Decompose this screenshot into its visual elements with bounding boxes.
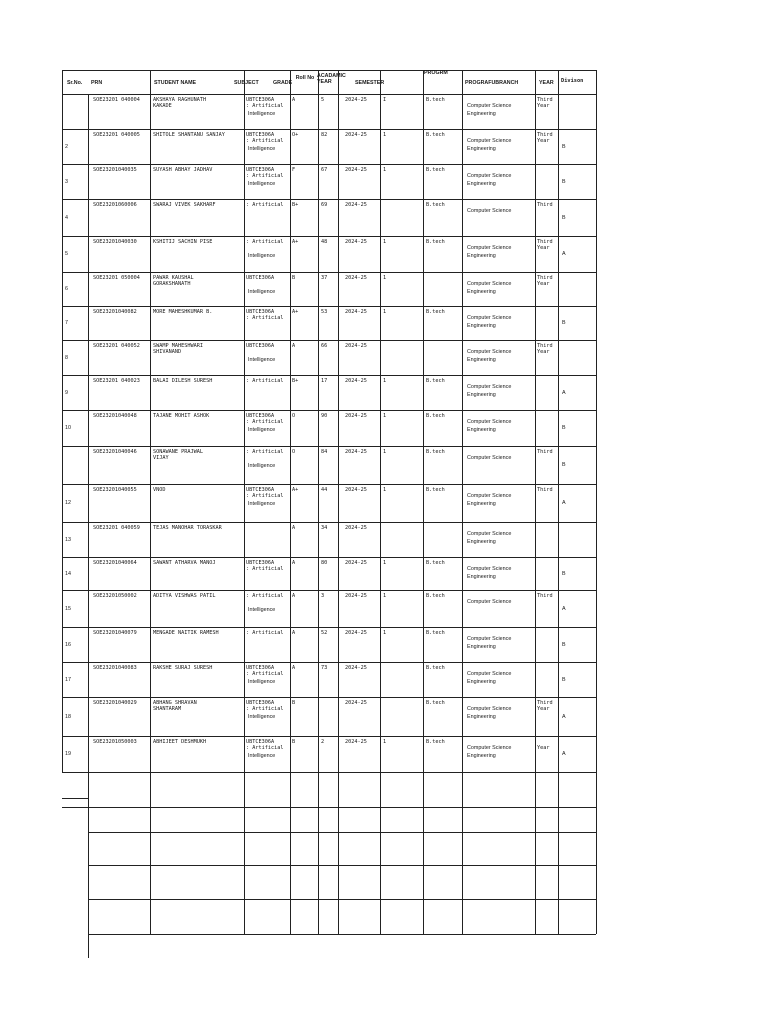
row-divider xyxy=(62,522,596,523)
row-semester: 1 xyxy=(383,487,387,493)
row-serial-number: 17 xyxy=(65,676,71,683)
row-division: B xyxy=(562,462,566,468)
row-grade: A xyxy=(292,593,296,599)
row-roll-no: 90 xyxy=(321,413,328,419)
header-roll-no: Roll No xyxy=(295,75,315,81)
row-division: A xyxy=(562,713,566,720)
row-division: B xyxy=(562,320,566,326)
row-divider xyxy=(62,697,596,698)
row-subject-name-line2: Intelligence xyxy=(248,289,276,295)
row-subject-name-line2: Intelligence xyxy=(248,679,276,685)
row-prn: SOE23201040035 xyxy=(93,167,137,173)
row-program: B.tech xyxy=(426,700,445,706)
row-branch: Computer Science xyxy=(467,419,512,425)
row-divider xyxy=(62,164,596,165)
row-division: A xyxy=(562,389,566,396)
row-subject-code: : Artificial xyxy=(246,378,284,384)
row-subject-code: UBTCE306A xyxy=(246,275,275,281)
row-branch-line2: Engineering xyxy=(467,357,496,363)
row-grade: O xyxy=(292,449,296,455)
row-student-name: ADITYA VISHWAS PATIL xyxy=(153,593,216,599)
row-year: Third xyxy=(537,97,553,103)
row-roll-no: 82 xyxy=(321,132,328,138)
row-serial-number: 5 xyxy=(65,251,68,257)
row-prn: SOE23201 040005 xyxy=(93,132,140,138)
header-program: PROGRM xyxy=(424,70,448,76)
row-prn: SOE23201040029 xyxy=(93,700,137,706)
row-branch-line2: Engineering xyxy=(467,427,496,433)
row-branch: Computer Science xyxy=(467,636,512,642)
row-semester: 1 xyxy=(383,413,387,419)
row-academic-year: 2024-25 xyxy=(345,630,367,636)
row-serial-number: 9 xyxy=(65,389,68,396)
row-serial-number: 15 xyxy=(65,605,71,612)
row-academic-year: 2024-25 xyxy=(345,343,367,349)
col-divider xyxy=(596,70,597,934)
row-divider xyxy=(62,410,596,411)
row-branch: Computer Science xyxy=(467,566,512,572)
row-academic-year: 2024-25 xyxy=(345,378,367,384)
row-semester: I xyxy=(383,97,387,103)
row-branch: Computer Science xyxy=(467,384,512,390)
row-branch: Computer Science xyxy=(467,138,512,144)
row-roll-no: 3 xyxy=(321,593,325,599)
row-prn: SOE23201040082 xyxy=(93,309,137,315)
row-division: B xyxy=(562,676,566,683)
row-student-name: SWAMP MAHESHWARI xyxy=(153,343,203,349)
row-student-name: MORE MAHESHKUMAR B. xyxy=(153,309,213,315)
row-year-line2: Year xyxy=(537,745,550,751)
row-subject-name-line2: Intelligence xyxy=(248,146,276,152)
row-subject-code: UBTCE306A xyxy=(246,665,275,671)
row-semester: 1 xyxy=(383,739,387,745)
row-prn: SOE23201050003 xyxy=(93,739,137,745)
row-branch-line2: Engineering xyxy=(467,714,496,720)
row-student-name: RAKSHE SURAJ SURESH xyxy=(153,665,213,671)
row-grade: O xyxy=(292,413,296,419)
row-academic-year: 2024-25 xyxy=(345,97,367,103)
row-subject-code: : Artificial xyxy=(246,593,284,599)
row-grade: O+ xyxy=(292,132,299,138)
row-roll-no: 53 xyxy=(321,309,328,315)
header-division: Divison xyxy=(561,78,584,84)
row-roll-no: 52 xyxy=(321,630,328,636)
row-branch: Computer Science xyxy=(467,245,512,251)
row-branch: Computer Science xyxy=(467,349,512,355)
row-subject-code: UBTCE306A xyxy=(246,97,275,103)
row-divider xyxy=(62,772,596,773)
row-subject-name-line2: Intelligence xyxy=(248,714,276,720)
row-grade: A+ xyxy=(292,239,299,245)
header-student-name: STUDENT NAME xyxy=(154,80,197,86)
row-grade: A xyxy=(292,560,296,566)
row-grade: A+ xyxy=(292,487,299,493)
row-branch: Computer Science xyxy=(467,103,512,109)
row-prn: SOE23201040048 xyxy=(93,413,137,419)
row-grade: A xyxy=(292,525,296,531)
row-year: Third xyxy=(537,700,553,706)
row-academic-year: 2024-25 xyxy=(345,665,367,671)
row-prn: SOE23201040046 xyxy=(93,449,137,455)
row-divider xyxy=(62,798,88,799)
row-program: B.tech xyxy=(426,309,445,315)
row-subject-name: : Artificial xyxy=(246,138,284,144)
row-prn: SOE23201 040023 xyxy=(93,378,140,384)
row-prn: SOE23201 040004 xyxy=(93,97,140,103)
row-roll-no: 66 xyxy=(321,343,328,349)
row-year: Third xyxy=(537,132,553,138)
row-student-name: SUYASH ABHAY JADHAV xyxy=(153,167,213,173)
row-academic-year: 2024-25 xyxy=(345,449,367,455)
row-year-line2: Year xyxy=(537,245,550,251)
row-subject-name: : Artificial xyxy=(246,173,284,179)
row-roll-no: 37 xyxy=(321,275,328,281)
row-division: B xyxy=(562,425,566,431)
col-divider xyxy=(88,94,89,958)
row-student-name: TAJANE MOHIT ASHOK xyxy=(153,413,210,419)
row-roll-no: 34 xyxy=(321,525,328,531)
row-branch: Computer Science xyxy=(467,173,512,179)
row-divider xyxy=(62,70,596,71)
row-division: A xyxy=(562,500,566,506)
row-roll-no: 5 xyxy=(321,97,325,103)
row-roll-no: 69 xyxy=(321,202,328,208)
row-roll-no: 80 xyxy=(321,560,328,566)
row-divider xyxy=(62,340,596,341)
row-student-name: AKSHAYA RAGHUNATH xyxy=(153,97,207,103)
row-subject-name: : Artificial xyxy=(246,493,284,499)
row-subject-name: : Artificial xyxy=(246,566,284,572)
row-academic-year: 2024-25 xyxy=(345,560,367,566)
row-program: B.tech xyxy=(426,202,445,208)
row-roll-no: 48 xyxy=(321,239,328,245)
row-year: Third xyxy=(537,487,553,493)
row-subject-name: : Artificial xyxy=(246,419,284,425)
row-student-name: SWARAJ VIVEK SAKHARF xyxy=(153,202,216,208)
row-program: B.tech xyxy=(426,593,445,599)
row-branch: Computer Science xyxy=(467,671,512,677)
row-division: B xyxy=(562,641,566,648)
row-branch-line2: Engineering xyxy=(467,679,496,685)
row-program: B.tech xyxy=(426,132,445,138)
row-divider xyxy=(88,934,596,935)
row-branch-line2: Engineering xyxy=(467,574,496,580)
row-student-name-line2: SHIVANAND xyxy=(153,349,182,355)
row-serial-number: 10 xyxy=(65,425,71,431)
row-student-name: BALAI DILESH SURESH xyxy=(153,378,213,384)
row-subject-name-line2: Intelligence xyxy=(248,253,276,259)
row-student-name: KSHITIJ SACHIN PISE xyxy=(153,239,213,245)
row-semester: 1 xyxy=(383,560,387,566)
row-student-name-line2: KAKADE xyxy=(153,103,172,109)
row-subject-name: : Artificial xyxy=(246,745,284,751)
row-divider xyxy=(88,899,596,900)
row-academic-year: 2024-25 xyxy=(345,275,367,281)
row-branch-line2: Engineering xyxy=(467,753,496,759)
row-student-name: ABHANG SHRAVAN xyxy=(153,700,197,706)
row-subject-name: : Artificial xyxy=(246,671,284,677)
header-year: YEAR xyxy=(539,80,554,86)
row-divider xyxy=(88,832,596,833)
row-prn: SOE23201040064 xyxy=(93,560,137,566)
row-branch: Computer Science xyxy=(467,531,512,537)
row-subject-name-line2: Intelligence xyxy=(248,111,276,117)
row-branch: Computer Science xyxy=(467,706,512,712)
row-branch-line2: Engineering xyxy=(467,501,496,507)
row-roll-no: 73 xyxy=(321,665,328,671)
row-subject-code: UBTCE306A xyxy=(246,167,275,173)
row-program: B.tech xyxy=(426,665,445,671)
row-semester: 1 xyxy=(383,167,387,173)
row-academic-year: 2024-25 xyxy=(345,487,367,493)
row-subject-code: : Artificial xyxy=(246,630,284,636)
header-srno: Sr.No. xyxy=(67,80,83,86)
row-divider xyxy=(62,446,596,447)
header-grade: GRADE xyxy=(273,80,293,86)
row-year: Third xyxy=(537,343,553,349)
row-branch: Computer Science xyxy=(467,315,512,321)
row-academic-year: 2024-25 xyxy=(345,309,367,315)
row-subject-name: : Artificial xyxy=(246,706,284,712)
row-serial-number: 4 xyxy=(65,214,68,221)
row-subject-code: UBTCE306A xyxy=(246,739,275,745)
row-student-name: SAWANT ATHARVA MANOJ xyxy=(153,560,216,566)
row-divider xyxy=(62,94,596,95)
row-student-name: PAWAR KAUSHAL xyxy=(153,275,194,281)
row-branch-line2: Engineering xyxy=(467,146,496,152)
row-grade: A xyxy=(292,343,296,349)
row-subject-name-line2: Intelligence xyxy=(248,463,276,469)
row-grade: F xyxy=(292,167,296,173)
row-semester: 1 xyxy=(383,630,387,636)
row-serial-number: 8 xyxy=(65,354,68,361)
row-year-line2: Year xyxy=(537,138,550,144)
row-program: B.tech xyxy=(426,739,445,745)
row-serial-number: 13 xyxy=(65,536,71,543)
row-serial-number: 2 xyxy=(65,143,68,150)
row-serial-number: 16 xyxy=(65,641,71,648)
row-division: A xyxy=(562,605,566,612)
row-branch-line2: Engineering xyxy=(467,539,496,545)
row-program: B.tech xyxy=(426,560,445,566)
row-subject-name-line2: Intelligence xyxy=(248,607,276,613)
row-grade: B xyxy=(292,275,296,281)
row-academic-year: 2024-25 xyxy=(345,202,367,208)
row-year: Third xyxy=(537,202,553,208)
row-grade: A xyxy=(292,97,296,103)
row-grade: A xyxy=(292,665,296,671)
row-roll-no: 44 xyxy=(321,487,328,493)
row-serial-number: 18 xyxy=(65,713,71,720)
row-year: Third xyxy=(537,275,553,281)
row-subject-code: : Artificial xyxy=(246,239,284,245)
header-program-branch: PROGRAFUBRANCH xyxy=(465,80,519,86)
row-academic-year: 2024-25 xyxy=(345,239,367,245)
row-grade: A+ xyxy=(292,309,299,315)
row-division: A xyxy=(562,751,566,757)
row-serial-number: 14 xyxy=(65,570,71,577)
row-subject-name: : Artificial xyxy=(246,103,284,109)
col-divider xyxy=(62,70,63,772)
row-subject-code: UBTCE306A xyxy=(246,132,275,138)
row-branch-line2: Engineering xyxy=(467,111,496,117)
row-student-name-line2: SHANTARAM xyxy=(153,706,182,712)
row-branch-line2: Engineering xyxy=(467,253,496,259)
row-divider xyxy=(62,129,596,130)
row-branch: Computer Science xyxy=(467,208,512,214)
row-divider xyxy=(62,662,596,663)
row-prn: SOE23201 040052 xyxy=(93,343,140,349)
row-year: Third xyxy=(537,449,553,455)
row-semester: 1 xyxy=(383,449,387,455)
row-roll-no: 67 xyxy=(321,167,328,173)
row-semester: 1 xyxy=(383,132,387,138)
row-grade: B+ xyxy=(292,378,299,384)
row-subject-name-line2: Intelligence xyxy=(248,357,276,363)
row-branch-line2: Engineering xyxy=(467,392,496,398)
row-year-line2: Year xyxy=(537,103,550,109)
header-subject: SUBJECT xyxy=(234,80,259,86)
row-program: B.tech xyxy=(426,378,445,384)
row-student-name-line2: VIJAY xyxy=(153,455,169,461)
row-semester: 1 xyxy=(383,239,387,245)
row-program: B.tech xyxy=(426,487,445,493)
row-serial-number: 6 xyxy=(65,286,68,292)
row-prn: SOE23201 040059 xyxy=(93,525,140,531)
row-semester: 1 xyxy=(383,309,387,315)
header-semester: SEMESTER xyxy=(355,80,385,86)
row-student-name: VNOD xyxy=(153,487,166,493)
row-semester: 1 xyxy=(383,275,387,281)
row-academic-year: 2024-25 xyxy=(345,593,367,599)
row-serial-number: 3 xyxy=(65,178,68,185)
row-divider xyxy=(62,807,596,808)
row-year: Third xyxy=(537,239,553,245)
row-subject-name: : Artificial xyxy=(246,315,284,321)
row-academic-year: 2024-25 xyxy=(345,525,367,531)
row-year-line2: Year xyxy=(537,349,550,355)
row-division: A xyxy=(562,251,566,257)
row-semester: 1 xyxy=(383,378,387,384)
row-prn: SOE23201040083 xyxy=(93,665,137,671)
row-academic-year: 2024-25 xyxy=(345,700,367,706)
row-subject-name-line2: Intelligence xyxy=(248,501,276,507)
row-branch-line2: Engineering xyxy=(467,289,496,295)
row-student-name: TEJAS MANOHAR TORASKAR xyxy=(153,525,222,531)
row-divider xyxy=(62,306,596,307)
row-roll-no: 17 xyxy=(321,378,328,384)
header-prn: PRN xyxy=(91,80,103,86)
row-serial-number: 19 xyxy=(65,751,71,757)
row-student-name: SHITOLE SHANTANU SANJAY xyxy=(153,132,225,138)
row-program: B.tech xyxy=(426,239,445,245)
row-branch-line2: Engineering xyxy=(467,181,496,187)
row-divider xyxy=(62,375,596,376)
row-subject-code: : Artificial xyxy=(246,202,284,208)
row-subject-code: UBTCE306A xyxy=(246,700,275,706)
row-divider xyxy=(62,590,596,591)
row-subject-code: UBTCE306A xyxy=(246,487,275,493)
row-grade: B xyxy=(292,739,296,745)
row-divider xyxy=(88,865,596,866)
row-divider xyxy=(62,736,596,737)
row-prn: SOE23201040055 xyxy=(93,487,137,493)
row-academic-year: 2024-25 xyxy=(345,167,367,173)
row-division: B xyxy=(562,570,566,577)
row-divider xyxy=(62,199,596,200)
row-program: B.tech xyxy=(426,413,445,419)
row-divider xyxy=(62,484,596,485)
row-academic-year: 2024-25 xyxy=(345,739,367,745)
row-serial-number: 7 xyxy=(65,320,68,326)
row-subject-name-line2: Intelligence xyxy=(248,753,276,759)
row-subject-code: UBTCE306A xyxy=(246,343,275,349)
row-grade: A xyxy=(292,630,296,636)
row-year-line2: Year xyxy=(537,706,550,712)
row-year-line2: Year xyxy=(537,281,550,287)
row-branch-line2: Engineering xyxy=(467,323,496,329)
row-serial-number: 12 xyxy=(65,500,71,506)
row-divider xyxy=(62,236,596,237)
row-subject-code: UBTCE306A xyxy=(246,560,275,566)
row-divider xyxy=(62,627,596,628)
row-roll-no: 84 xyxy=(321,449,328,455)
row-subject-code: UBTCE306A xyxy=(246,413,275,419)
row-program: B.tech xyxy=(426,167,445,173)
row-division: B xyxy=(562,214,566,221)
header-academic-year: ACADAMIC YEAR xyxy=(317,73,346,85)
row-year: Third xyxy=(537,593,553,599)
row-roll-no: 2 xyxy=(321,739,325,745)
row-student-name: SONAWANE PRAJWAL xyxy=(153,449,203,455)
row-program: B.tech xyxy=(426,630,445,636)
row-academic-year: 2024-25 xyxy=(345,413,367,419)
row-prn: SOE23201040079 xyxy=(93,630,137,636)
row-subject-code: UBTCE306A xyxy=(246,309,275,315)
row-branch: Computer Science xyxy=(467,745,512,751)
row-branch: Computer Science xyxy=(467,599,512,605)
row-divider xyxy=(62,272,596,273)
row-subject-code: : Artificial xyxy=(246,449,284,455)
marks-table xyxy=(62,70,596,934)
row-grade: B+ xyxy=(292,202,299,208)
row-prn: SOE23201040030 xyxy=(93,239,137,245)
row-prn: SOE23201 050004 xyxy=(93,275,140,281)
row-branch: Computer Science xyxy=(467,281,512,287)
row-divider xyxy=(62,557,596,558)
row-student-name-line2: GORAKSHANATH xyxy=(153,281,191,287)
row-branch-line2: Engineering xyxy=(467,644,496,650)
row-student-name: MENGADE NAITIK RAMESH xyxy=(153,630,219,636)
row-student-name: ABHIJEET DESHMUKH xyxy=(153,739,207,745)
row-division: B xyxy=(562,178,566,185)
row-prn: SOE23201060006 xyxy=(93,202,137,208)
row-division: B xyxy=(562,143,566,150)
row-grade: B xyxy=(292,700,296,706)
row-subject-name-line2: Intelligence xyxy=(248,181,276,187)
row-program: B.tech xyxy=(426,97,445,103)
row-branch: Computer Science xyxy=(467,493,512,499)
row-branch: Computer Science xyxy=(467,455,512,461)
row-subject-name-line2: Intelligence xyxy=(248,427,276,433)
row-academic-year: 2024-25 xyxy=(345,132,367,138)
row-semester: 1 xyxy=(383,593,387,599)
row-program: B.tech xyxy=(426,449,445,455)
row-prn: SOE23201050002 xyxy=(93,593,137,599)
